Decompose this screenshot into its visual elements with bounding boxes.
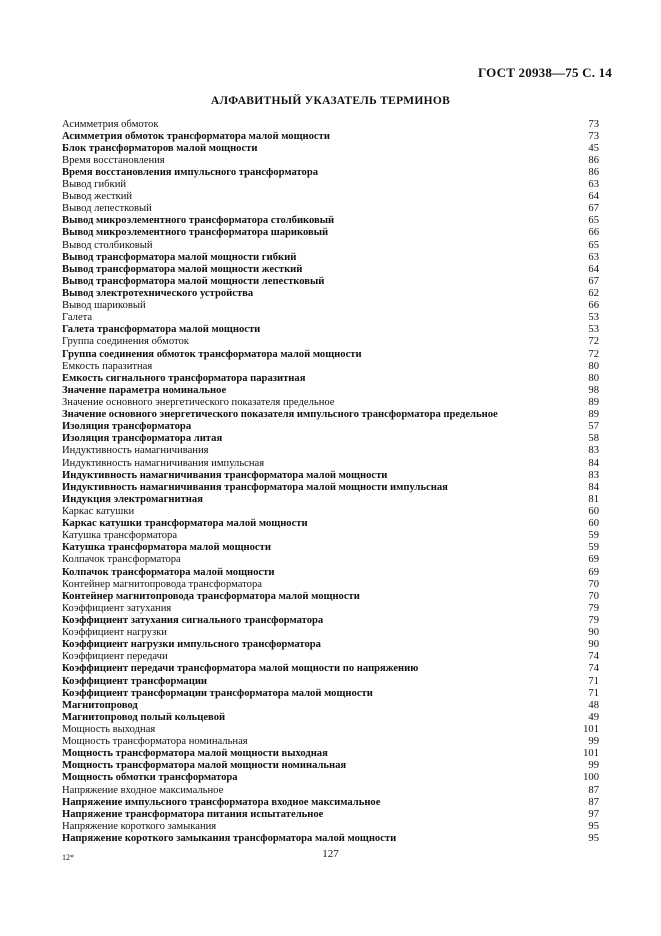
index-page-ref: 53 bbox=[588, 312, 599, 324]
index-entry bbox=[62, 809, 599, 821]
index-page-ref: 99 bbox=[588, 736, 599, 748]
index-page-ref: 72 bbox=[588, 348, 599, 360]
index-page-ref: 66 bbox=[588, 227, 599, 239]
index-term: Вывод жесткий bbox=[62, 191, 133, 203]
index-page-ref: 63 bbox=[588, 251, 599, 263]
index-term: Асимметрия обмоток трансформатора малой мощности bbox=[62, 130, 330, 142]
index-entry bbox=[62, 445, 599, 457]
term-index-list bbox=[62, 119, 599, 846]
index-entry bbox=[62, 143, 599, 155]
index-term: Вывод гибкий bbox=[62, 179, 127, 191]
index-entry bbox=[62, 397, 599, 409]
page-number: 127 bbox=[322, 848, 339, 860]
footer-marker: 12* bbox=[62, 853, 74, 862]
index-entry bbox=[62, 579, 599, 591]
index-page-ref: 98 bbox=[588, 384, 599, 396]
index-term: Катушка трансформатора bbox=[62, 530, 178, 542]
index-page-ref: 81 bbox=[588, 493, 599, 505]
index-term: Время восстановления импульсного трансформатора bbox=[62, 166, 319, 178]
index-page-ref: 84 bbox=[588, 481, 599, 493]
index-entry bbox=[62, 203, 599, 215]
index-entry bbox=[62, 748, 599, 760]
index-entry bbox=[62, 409, 599, 421]
index-entry bbox=[62, 760, 599, 772]
index-entry bbox=[62, 433, 599, 445]
index-page-ref: 100 bbox=[583, 772, 599, 784]
index-page-ref: 45 bbox=[588, 142, 599, 154]
index-entry bbox=[62, 821, 599, 833]
index-entry bbox=[62, 421, 599, 433]
index-page-ref: 95 bbox=[588, 820, 599, 832]
index-term: Индуктивность намагничивания трансформатора малой мощности bbox=[62, 469, 388, 481]
index-term: Емкость паразитная bbox=[62, 360, 153, 372]
index-page-ref: 65 bbox=[588, 239, 599, 251]
index-term: Мощность трансформатора малой мощности номинальная bbox=[62, 760, 347, 772]
index-entry bbox=[62, 651, 599, 663]
index-page-ref: 63 bbox=[588, 179, 599, 191]
index-entry bbox=[62, 361, 599, 373]
index-entry bbox=[62, 772, 599, 784]
index-page-ref: 60 bbox=[588, 506, 599, 517]
index-page-ref: 95 bbox=[588, 832, 599, 844]
index-page-ref: 86 bbox=[588, 166, 599, 178]
index-page-ref: 62 bbox=[588, 288, 599, 300]
index-page-ref: 59 bbox=[588, 542, 599, 554]
index-page-ref: 101 bbox=[583, 723, 599, 735]
index-term: Асимметрия обмоток bbox=[62, 118, 159, 130]
index-term: Напряжение короткого замыкания трансформатора малой мощности bbox=[62, 832, 397, 844]
index-entry bbox=[62, 179, 599, 191]
index-page-ref: 86 bbox=[588, 154, 599, 166]
index-page-ref: 70 bbox=[588, 590, 599, 602]
index-term: Изоляция трансформатора bbox=[62, 421, 192, 433]
index-term: Коэффициент трансформации bbox=[62, 675, 208, 687]
index-page-ref: 90 bbox=[588, 639, 599, 651]
index-entry bbox=[62, 264, 599, 276]
index-page-ref: 99 bbox=[588, 760, 599, 772]
index-page-ref: 69 bbox=[588, 566, 599, 578]
index-page-ref: 83 bbox=[588, 445, 599, 457]
index-term: Каркас катушки трансформатора малой мощности bbox=[62, 518, 308, 530]
index-term: Мощность трансформатора номинальная bbox=[62, 736, 248, 748]
index-term: Индуктивность намагничивания импульсная bbox=[62, 457, 265, 469]
index-entry bbox=[62, 324, 599, 336]
index-term: Галета bbox=[62, 312, 93, 324]
index-page-ref: 53 bbox=[588, 324, 599, 336]
index-term: Контейнер магнитопровода трансформатора малой мощности bbox=[62, 590, 360, 602]
index-entry bbox=[62, 554, 599, 566]
index-page-ref: 89 bbox=[588, 397, 599, 409]
index-page-ref: 66 bbox=[588, 300, 599, 312]
index-term: Коэффициент трансформации трансформатора малой мощности bbox=[62, 687, 373, 699]
page-title: АЛФАВИТНЫЙ УКАЗАТЕЛЬ ТЕРМИНОВ bbox=[210, 95, 451, 107]
index-page-ref: 67 bbox=[588, 275, 599, 287]
index-term: Напряжение трансформатора питания испытательное bbox=[62, 808, 324, 820]
index-entry bbox=[62, 300, 599, 312]
index-term: Вывод шариковый bbox=[62, 300, 146, 312]
index-entry bbox=[62, 227, 599, 239]
index-entry bbox=[62, 470, 599, 482]
index-page-ref: 71 bbox=[588, 687, 599, 699]
index-term: Катушка трансформатора малой мощности bbox=[62, 542, 271, 554]
index-page-ref: 80 bbox=[588, 372, 599, 384]
index-term: Напряжение входное максимальное bbox=[62, 784, 224, 796]
index-page-ref: 74 bbox=[588, 651, 599, 663]
index-entry bbox=[62, 215, 599, 227]
index-entry bbox=[62, 482, 599, 494]
index-entry bbox=[62, 700, 599, 712]
index-page-ref: 58 bbox=[588, 433, 599, 445]
index-term: Индуктивность намагничивания трансформатора малой мощности импульсная bbox=[62, 481, 448, 493]
index-term: Блок трансформаторов малой мощности bbox=[62, 142, 258, 154]
index-entry bbox=[62, 603, 599, 615]
index-term: Колпачок трансформатора малой мощности bbox=[62, 566, 275, 578]
index-page-ref: 87 bbox=[588, 796, 599, 808]
index-entry bbox=[62, 833, 599, 845]
index-term: Мощность выходная bbox=[62, 723, 156, 735]
index-entry bbox=[62, 676, 599, 688]
index-page-ref: 71 bbox=[588, 675, 599, 687]
index-term: Вывод трансформатора малой мощности гибкий bbox=[62, 251, 297, 263]
index-page-ref: 57 bbox=[588, 421, 599, 433]
document-header: ГОСТ 20938—75 С. 14 bbox=[478, 65, 612, 80]
index-page-ref: 79 bbox=[588, 614, 599, 626]
index-entry bbox=[62, 663, 599, 675]
index-page-ref: 74 bbox=[588, 663, 599, 675]
index-entry bbox=[62, 591, 599, 603]
index-entry bbox=[62, 131, 599, 143]
index-term: Емкость сигнального трансформатора паразитная bbox=[62, 372, 306, 384]
index-term: Вывод электротехнического устройства bbox=[62, 288, 254, 300]
index-entry bbox=[62, 518, 599, 530]
index-entry bbox=[62, 688, 599, 700]
index-entry bbox=[62, 191, 599, 203]
index-term: Значение основного энергетического показателя предельное bbox=[62, 397, 335, 409]
index-term: Коэффициент передачи bbox=[62, 651, 168, 663]
index-page-ref: 84 bbox=[588, 457, 599, 469]
index-page-ref: 67 bbox=[588, 203, 599, 215]
index-entry bbox=[62, 167, 599, 179]
index-term: Вывод лепестковый bbox=[62, 203, 152, 215]
index-entry bbox=[62, 276, 599, 288]
index-term: Время восстановления bbox=[62, 154, 165, 166]
index-term: Коэффициент затухания bbox=[62, 602, 172, 614]
index-term: Значение параметра номинальное bbox=[62, 384, 227, 396]
index-entry bbox=[62, 542, 599, 554]
index-term: Вывод микроэлементного трансформатора столбиковый bbox=[62, 215, 335, 227]
index-entry bbox=[62, 736, 599, 748]
index-term: Мощность трансформатора малой мощности выходная bbox=[62, 748, 328, 760]
index-entry bbox=[62, 712, 599, 724]
index-page-ref: 64 bbox=[588, 263, 599, 275]
index-page-ref: 60 bbox=[588, 518, 599, 530]
index-term: Значение основного энергетического показателя импульсного трансформатора предельное bbox=[62, 409, 498, 421]
index-term: Коэффициент нагрузки импульсного трансформатора bbox=[62, 639, 321, 651]
index-term: Контейнер магнитопровода трансформатора bbox=[62, 578, 262, 590]
index-page-ref: 87 bbox=[588, 784, 599, 796]
index-entry bbox=[62, 797, 599, 809]
index-entry bbox=[62, 627, 599, 639]
index-page-ref: 79 bbox=[588, 602, 599, 614]
index-entry bbox=[62, 336, 599, 348]
index-term: Индуктивность намагничивания bbox=[62, 445, 209, 457]
index-entry bbox=[62, 494, 599, 506]
index-term: Вывод микроэлементного трансформатора шариковый bbox=[62, 227, 329, 239]
index-term: Вывод столбиковый bbox=[62, 239, 153, 251]
index-term: Группа соединения обмоток трансформатора малой мощности bbox=[62, 348, 362, 360]
index-entry bbox=[62, 458, 599, 470]
index-page-ref: 90 bbox=[588, 627, 599, 639]
index-term: Магнитопровод полый кольцевой bbox=[62, 711, 226, 723]
index-entry bbox=[62, 288, 599, 300]
index-term: Изоляция трансформатора литая bbox=[62, 433, 223, 445]
index-term: Вывод трансформатора малой мощности лепестковый bbox=[62, 275, 325, 287]
index-entry bbox=[62, 155, 599, 167]
index-entry bbox=[62, 385, 599, 397]
index-entry bbox=[62, 373, 599, 385]
index-term: Напряжение импульсного трансформатора входное максимальное bbox=[62, 796, 381, 808]
index-page-ref: 70 bbox=[588, 578, 599, 590]
index-entry bbox=[62, 724, 599, 736]
index-term: Магнитопровод bbox=[62, 699, 138, 711]
index-page-ref: 49 bbox=[588, 711, 599, 723]
index-entry bbox=[62, 252, 599, 264]
index-page-ref: 73 bbox=[588, 130, 599, 142]
index-term: Коэффициент нагрузки bbox=[62, 627, 167, 639]
index-entry bbox=[62, 312, 599, 324]
index-entry bbox=[62, 506, 599, 518]
index-term: Вывод трансформатора малой мощности жесткий bbox=[62, 263, 303, 275]
index-page-ref: 97 bbox=[588, 808, 599, 820]
index-term: Напряжение короткого замыкания bbox=[62, 820, 217, 832]
index-page-ref: 69 bbox=[588, 554, 599, 566]
index-page-ref: 101 bbox=[583, 748, 599, 760]
index-term: Индукция электромагнитная bbox=[62, 493, 203, 505]
index-term: Коэффициент затухания сигнального трансформатора bbox=[62, 614, 324, 626]
index-page-ref: 83 bbox=[588, 469, 599, 481]
index-entry bbox=[62, 349, 599, 361]
index-page-ref: 65 bbox=[588, 215, 599, 227]
index-page-ref: 73 bbox=[588, 118, 599, 130]
index-term: Группа соединения обмоток bbox=[62, 336, 189, 348]
index-page-ref: 48 bbox=[588, 699, 599, 711]
index-page-ref: 64 bbox=[588, 191, 599, 203]
index-term: Мощность обмотки трансформатора bbox=[62, 772, 238, 784]
index-page-ref: 59 bbox=[588, 530, 599, 542]
index-entry bbox=[62, 615, 599, 627]
index-term: Коэффициент передачи трансформатора малой мощности по напряжению bbox=[62, 663, 419, 675]
index-entry bbox=[62, 240, 599, 252]
index-entry bbox=[62, 785, 599, 797]
index-entry bbox=[62, 567, 599, 579]
index-page-ref: 72 bbox=[588, 336, 599, 348]
index-term: Каркас катушки bbox=[62, 506, 135, 517]
index-entry bbox=[62, 530, 599, 542]
index-page-ref: 80 bbox=[588, 360, 599, 372]
index-term: Колпачок трансформатора bbox=[62, 554, 181, 566]
index-entry bbox=[62, 119, 599, 131]
index-term: Галета трансформатора малой мощности bbox=[62, 324, 261, 336]
index-entry bbox=[62, 639, 599, 651]
index-page-ref: 89 bbox=[588, 409, 599, 421]
